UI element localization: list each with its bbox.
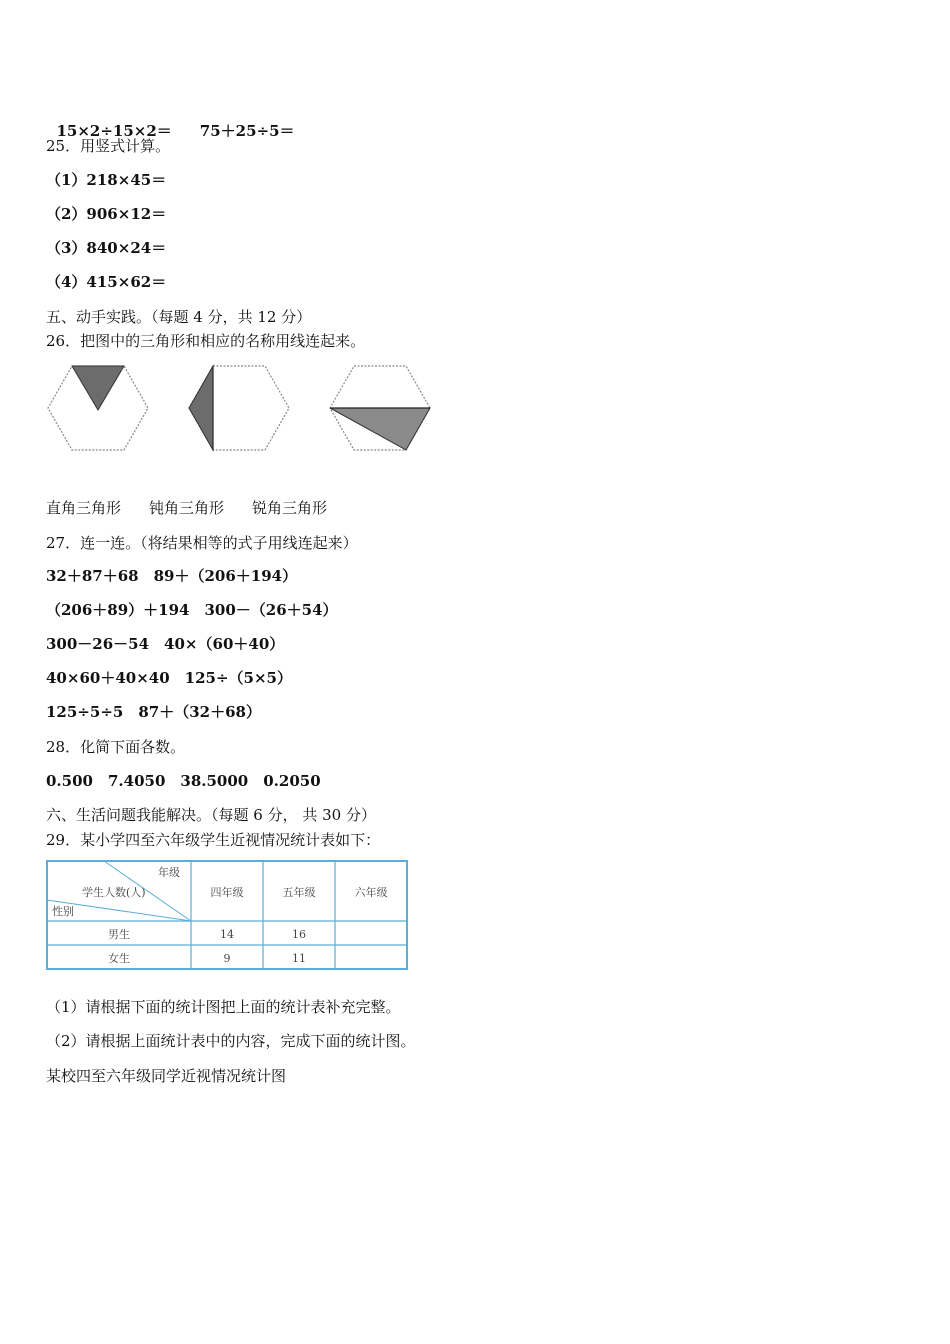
q27-row-1: 32＋87＋68 89＋（206＋194） <box>46 567 298 585</box>
q25-item-4: （4）415×62＝ <box>46 273 167 291</box>
q28-numbers: 0.500 7.4050 38.5000 0.2050 <box>46 772 321 790</box>
statistics-table <box>46 860 408 970</box>
q25-title: 25．用竖式计算。 <box>46 137 171 155</box>
column-header: 五年级 <box>282 886 316 899</box>
name-acute-triangle: 锐角三角形 <box>252 499 328 517</box>
q27-title: 27．连一连。（将结果相等的式子用线连起来） <box>46 534 358 552</box>
corner-label-grade: 年级 <box>158 866 180 879</box>
q29-title: 29．某小学四至六年级学生近视情况统计表如下： <box>46 831 381 849</box>
column-header: 六年级 <box>354 886 388 899</box>
q28-title: 28．化简下面各数。 <box>46 738 186 756</box>
equation-b: 75＋25÷5＝ <box>199 122 295 140</box>
q27-row-3: 300－26－54 40×（60＋40） <box>46 635 285 653</box>
table-cell: 16 <box>292 928 306 941</box>
table-cell: 11 <box>292 952 306 965</box>
q26-title: 26．把图中的三角形和相应的名称用线连起来。 <box>46 332 366 350</box>
section-5-title: 五、动手实践。（每题 4 分，共 12 分） <box>46 308 312 326</box>
hexagon-figure-3 <box>328 362 432 458</box>
hexagon-figure-1 <box>46 362 150 458</box>
name-right-triangle: 直角三角形 <box>46 499 122 517</box>
q27-row-4: 40×60＋40×40 125÷（5×5） <box>46 669 292 687</box>
section-6-title: 六、生活问题我能解决。（每题 6 分， 共 30 分） <box>46 806 376 824</box>
hexagon-figure-2 <box>187 362 291 458</box>
corner-label-count: 学生人数(人) <box>82 886 146 899</box>
table-cell: 9 <box>223 952 231 965</box>
q25-item-3: （3）840×24＝ <box>46 239 167 257</box>
row-label-girls: 女生 <box>108 952 130 965</box>
q27-row-2: （206＋89）＋194 300－（26＋54） <box>46 601 338 619</box>
equation-a: 15×2÷15×2＝ <box>56 122 172 140</box>
table-cell: 14 <box>220 928 234 941</box>
q25-item-1: （1）218×45＝ <box>46 171 167 189</box>
triangle-names <box>46 498 327 518</box>
row-label-boys: 男生 <box>108 928 130 941</box>
q25-item-2: （2）906×12＝ <box>46 205 167 223</box>
column-header: 四年级 <box>210 886 244 899</box>
q29-part-1: （1）请根据下面的统计图把上面的统计表补充完整。 <box>46 998 401 1016</box>
equation-line <box>46 101 295 141</box>
name-obtuse-triangle: 钝角三角形 <box>149 499 225 517</box>
q29-part-2: （2）请根据上面统计表中的内容，完成下面的统计图。 <box>46 1032 416 1050</box>
q27-row-5: 125÷5÷5 87＋（32＋68） <box>46 703 261 721</box>
corner-label-gender: 性别 <box>52 905 74 918</box>
chart-title: 某校四至六年级同学近视情况统计图 <box>46 1067 287 1085</box>
